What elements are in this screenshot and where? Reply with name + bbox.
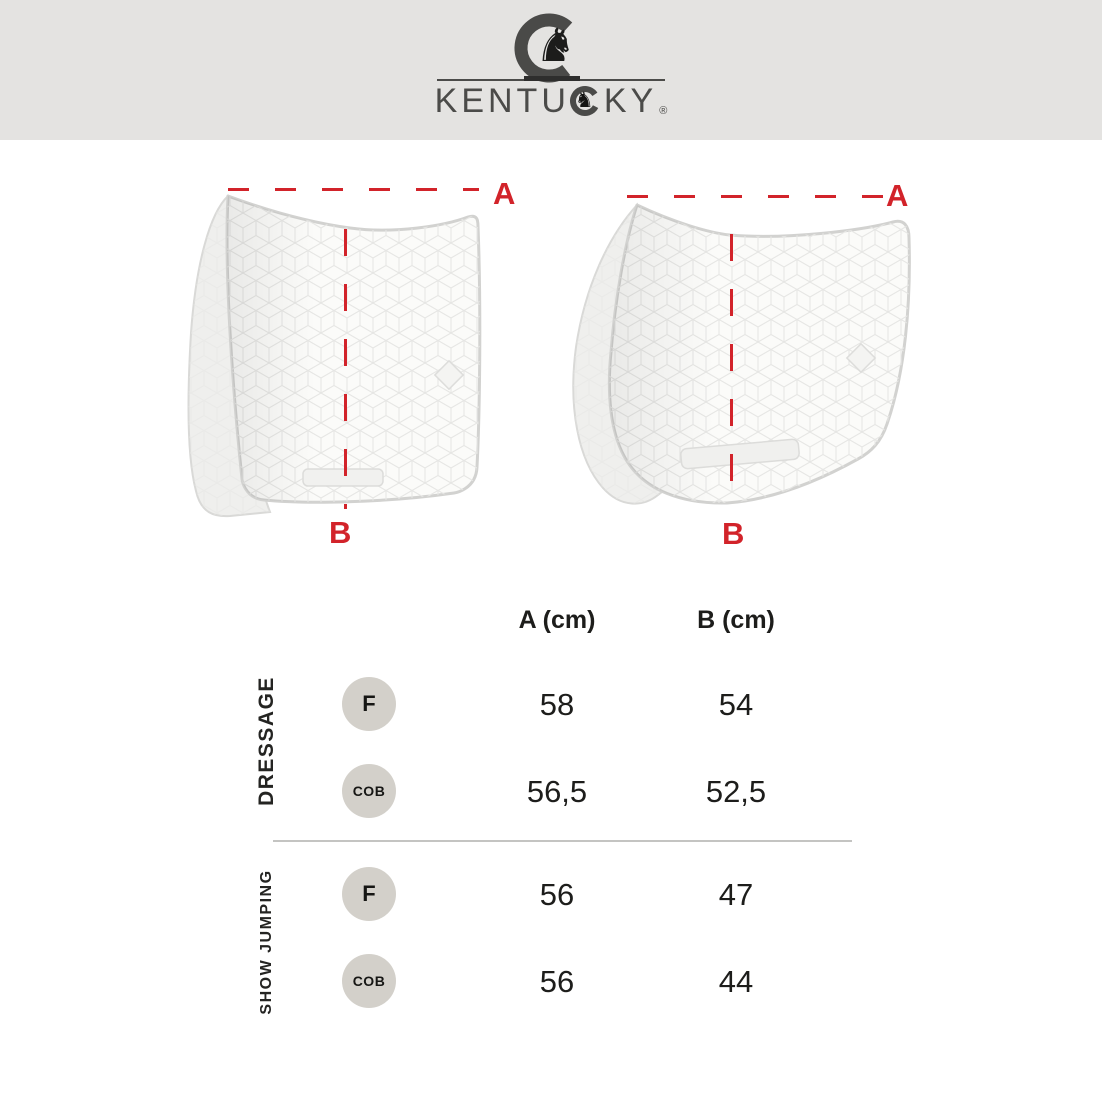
size-badge-cob: COB	[342, 764, 396, 818]
horse-icon: ♞	[535, 18, 577, 72]
group-label-dressage: DRESSAGE	[255, 676, 278, 806]
value-b: 47	[718, 877, 754, 912]
logo-c-emblem	[513, 12, 587, 86]
measurement-diagram	[0, 140, 1102, 580]
measure-line-a-dressage	[228, 188, 479, 191]
value-b: 52,5	[705, 774, 767, 809]
measure-line-b-jumping	[730, 234, 733, 501]
horse-icon: ♞	[574, 88, 594, 112]
value-b: 44	[718, 964, 754, 999]
value-a: 56	[539, 877, 575, 912]
table-row-jumping-cob	[0, 954, 1102, 1008]
table-row-dressage-cob	[0, 764, 1102, 818]
wordmark-post: KY	[603, 82, 658, 120]
registered-mark: ®	[659, 105, 668, 117]
size-badge-cob: COB	[342, 954, 396, 1008]
brand-header	[0, 0, 1102, 140]
value-b: 54	[718, 687, 754, 722]
value-a: 58	[539, 687, 575, 722]
logo-underline-bar	[524, 76, 580, 81]
value-a: 56	[539, 964, 575, 999]
measure-line-a-jumping	[627, 195, 886, 198]
dressage-saddle-pad-image	[178, 183, 490, 531]
group-label-show-jumping: SHOW JUMPING	[258, 869, 275, 1015]
size-badge-f: F	[342, 677, 396, 731]
value-a: 56,5	[526, 774, 588, 809]
brand-wordmark	[0, 84, 1102, 118]
column-header-a: A (cm)	[518, 606, 596, 634]
table-row-jumping-f	[0, 867, 1102, 921]
jumping-saddle-pad-image	[563, 192, 927, 544]
table-row-dressage-f	[0, 677, 1102, 731]
size-badge-f: F	[342, 867, 396, 921]
column-header-b: B (cm)	[697, 606, 775, 634]
section-divider	[273, 840, 852, 842]
measure-line-b-dressage	[344, 229, 347, 509]
measure-label-a: A	[493, 176, 516, 211]
kentucky-logo	[0, 0, 1102, 140]
girth-strap	[303, 469, 383, 486]
measure-label-a: A	[886, 178, 909, 213]
measure-label-b: B	[722, 516, 745, 551]
wordmark-c-emblem	[569, 84, 602, 117]
wordmark-pre: KENTU	[434, 82, 570, 120]
measure-label-b: B	[329, 515, 352, 550]
